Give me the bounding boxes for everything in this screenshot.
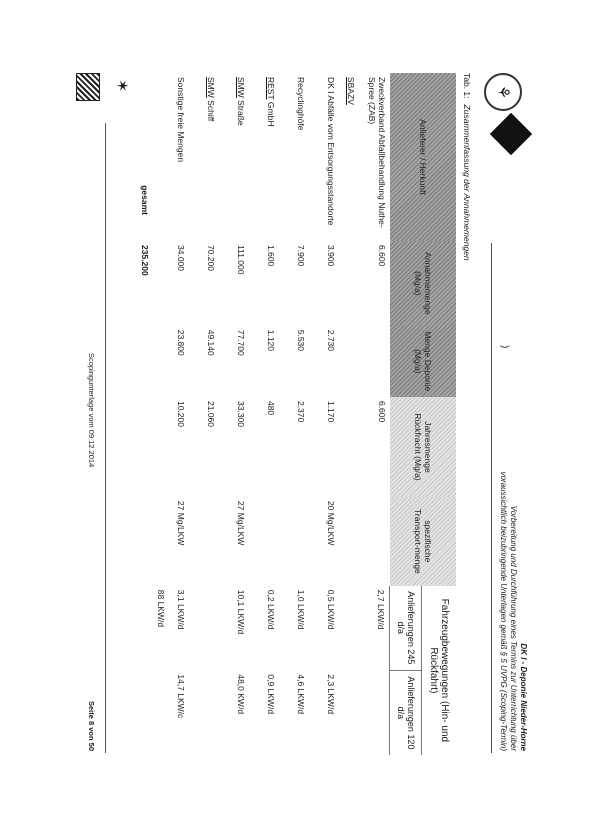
seal-glyph: ⚘	[494, 84, 511, 100]
table-row	[154, 73, 190, 755]
row-return-freight: 2.370	[296, 400, 307, 423]
header-return-freight: Jahresmenge Rückfracht (Mg/a)	[390, 397, 456, 497]
scanned-page	[60, 53, 540, 773]
row-deliveries-120: 4,6 LKW/d	[296, 674, 307, 715]
row-landfill	[360, 326, 391, 397]
footer-divider	[105, 123, 106, 753]
table-row	[280, 73, 310, 755]
row-return-freight: 1.170	[326, 400, 337, 423]
table-row	[220, 73, 250, 755]
row-intake: 1.600	[266, 245, 277, 267]
diamond-logo-icon	[490, 113, 532, 155]
table-total-row	[130, 73, 154, 755]
row-transport-quantity	[280, 497, 310, 586]
row-origin-prefix: REST	[266, 77, 277, 100]
row-return-freight: 10.200	[176, 400, 187, 427]
caption-label: Tab. 1:	[462, 73, 472, 99]
row-deliveries-245: 1,0 LKW/d	[296, 589, 307, 630]
row-intake: 34.000	[176, 245, 187, 271]
row-landfill: 5.530	[296, 329, 307, 352]
title-line-1: DK I - Deponie Nieder-Horne	[519, 643, 528, 751]
row-origin	[220, 73, 250, 241]
table-row	[190, 73, 220, 755]
row-deliveries-120: 2,3 LKW/d	[326, 674, 337, 715]
row-transport-quantity: 27 Mg/LKW	[176, 500, 187, 546]
row-landfill: 1.120	[266, 329, 277, 352]
row-intake: 6.600	[377, 245, 387, 267]
section-text: SBAZV	[346, 77, 357, 105]
header-intake: Annahmemenge (Mg/a)	[390, 241, 456, 326]
header-origin: Anlieferer / Herkunft	[390, 73, 456, 241]
row-intake: 3.900	[326, 245, 337, 267]
table-row	[310, 73, 340, 755]
deliveries-245-value: 3,1 LKW/d	[176, 589, 187, 630]
row-deliveries-245: 2,7 LKW/d	[376, 589, 387, 630]
title-line-2: Vorbereitung und Durchführung eines Termins zur Unterrichtung über	[509, 505, 518, 751]
row-deliveries-245	[154, 586, 190, 671]
insect-logo-icon: ✶	[113, 79, 130, 93]
table-row	[250, 73, 280, 755]
row-deliveries-120: 14,7 LKW/c	[176, 674, 187, 719]
row-origin-text: Schiff	[206, 100, 217, 122]
company-seal-icon	[484, 73, 522, 111]
total-filler	[130, 326, 154, 755]
row-transport-quantity: 20 Mg/LKW	[326, 500, 337, 546]
total-deliveries: 88 LKW/d	[156, 589, 167, 628]
table-row	[360, 73, 391, 755]
header-deliveries-245: Anlieferungen 245 d/a	[390, 586, 421, 671]
row-origin-text: Straße	[236, 100, 247, 126]
header-deliveries-120: Anlieferungen 120 d/a	[390, 670, 421, 755]
row-intake: 7.900	[296, 245, 307, 267]
hatched-logo-icon	[76, 73, 100, 101]
total-label: gesamt	[140, 185, 151, 215]
header-divider	[491, 243, 492, 753]
table-section-row	[340, 73, 360, 755]
header-vehicle-movements: Fahrzeugbewegungen (Hin- und Rückfahrt)	[421, 586, 456, 755]
page-number: Seite 8 von 50	[87, 700, 96, 751]
row-transport-quantity	[360, 497, 391, 586]
row-landfill: 23.800	[176, 329, 187, 356]
row-transport-quantity	[190, 497, 220, 586]
row-origin	[250, 73, 280, 241]
table-caption	[462, 73, 472, 261]
header-landfill: Menge Deponie (Mg/a)	[390, 326, 456, 397]
row-origin: DK I Abfälle vom Entsorgungsstandorte	[326, 77, 337, 226]
footer-document-date: Scopingunterlage vom 09.12.2014	[87, 353, 96, 468]
row-deliveries-120	[360, 670, 391, 755]
row-deliveries-245: 0,5 LKW/d	[326, 589, 337, 630]
row-return-freight: 33.300	[236, 400, 247, 427]
caption-text: Zusammenfassung der Annahmemengen	[462, 104, 472, 261]
row-origin-prefix: SMW	[206, 77, 217, 98]
row-intake: 70.200	[206, 245, 217, 271]
row-landfill: 49.140	[206, 329, 217, 356]
row-origin: Recyclinghöfe	[296, 77, 307, 131]
header-transport-quantity: spezifische Transport-menge	[390, 497, 456, 586]
quantities-table	[130, 73, 457, 755]
row-deliveries-120: 48,0 KW/d	[236, 674, 247, 715]
row-return-freight: 6.600	[377, 400, 387, 423]
row-return-freight: 480	[266, 400, 277, 416]
row-deliveries-245: 0,2 LKW/d	[266, 589, 277, 630]
row-origin-prefix: SMW	[236, 77, 247, 98]
document-title	[498, 351, 528, 751]
row-deliveries-120	[190, 670, 220, 755]
row-transport-quantity	[250, 497, 280, 586]
total-intake: 235.200	[140, 245, 151, 276]
row-origin: Zweckverband Abfallbehandlung Nuthe-Spree (ZAB)	[367, 77, 387, 228]
section-label	[340, 73, 360, 755]
row-origin	[190, 73, 220, 241]
row-deliveries-245: 10,1 LKW/d	[236, 589, 247, 635]
row-return-freight: 21.060	[206, 400, 217, 427]
row-deliveries-120: 0,9 LKW/d	[266, 674, 277, 715]
row-landfill: 2.730	[326, 329, 337, 352]
row-origin: Sonstige freie Mengen	[176, 77, 187, 163]
row-origin-text: GmbH	[266, 101, 277, 127]
title-line-3: voraussichtlich beizubringende Unterlagen gemäß § 5 UVPG (Scoping-Termin)	[499, 471, 508, 751]
row-transport-quantity: 27 Mg/LKW	[236, 500, 247, 546]
row-intake: 111.000	[236, 245, 247, 275]
row-deliveries-245	[190, 586, 220, 671]
row-landfill: 77.700	[236, 329, 247, 356]
pen-mark: )	[499, 345, 510, 349]
